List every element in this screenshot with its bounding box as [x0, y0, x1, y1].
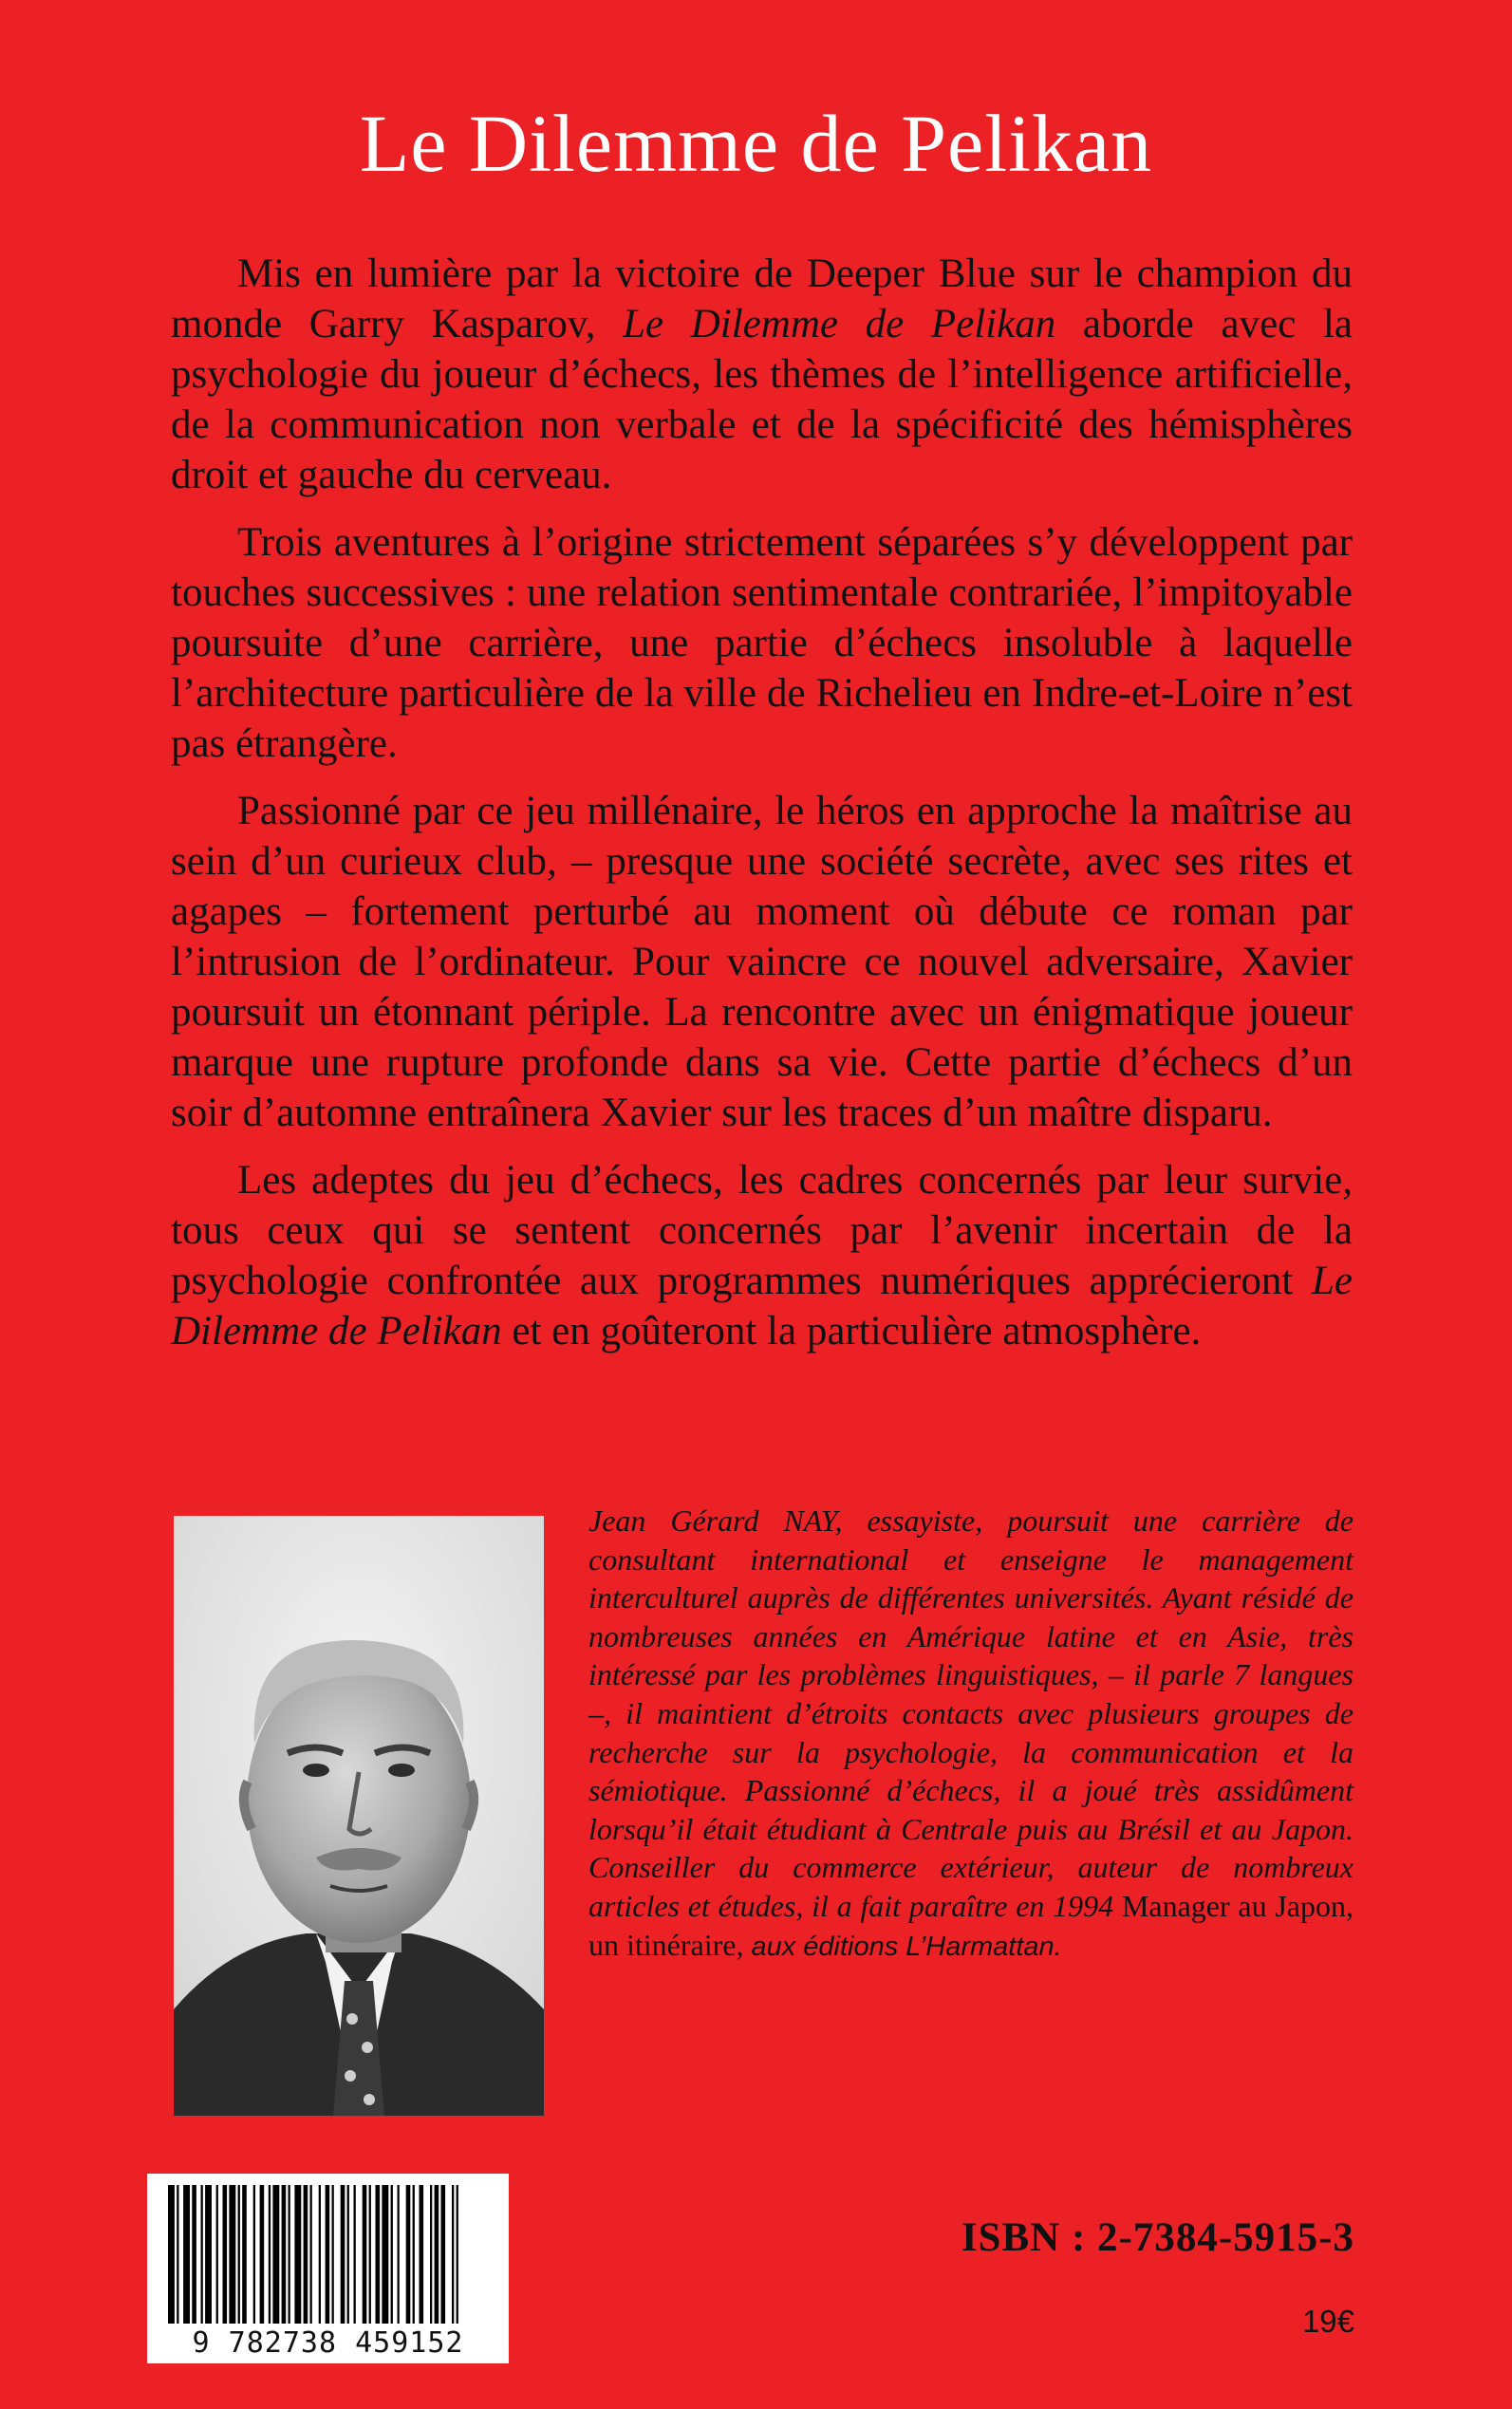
barcode-bar: [435, 2185, 439, 2324]
barcode-bar: [310, 2185, 312, 2324]
synopsis-paragraph-2: Trois aventures à l’origine strictement séparées s’y développent par touches successives : une relation sentimentale contrariée, l’impitoyable poursuite d’une carrière, une partie d’échecs insoluble à laquelle l’architecture particulière de la ville de Richelieu en Indre-et-Loire n’est pas étrangère.: [171, 520, 1353, 766]
barcode-digits: 9 782738 459152: [192, 2326, 464, 2360]
synopsis-paragraph-1: [171, 249, 1353, 500]
barcode-bar: [177, 2185, 178, 2324]
author-portrait-icon: [174, 1516, 544, 2116]
barcode-bar: [260, 2185, 265, 2324]
barcode-bar: [253, 2185, 255, 2324]
book-title: Le Dilemme de Pelikan: [359, 98, 1153, 189]
barcode-bar: [354, 2185, 356, 2324]
author-bio-text-end: aux éditions L’Harmattan.: [751, 1931, 1062, 1962]
barcode-bars: [147, 2174, 509, 2325]
barcode-bar: [341, 2185, 345, 2324]
barcode-bar: [413, 2185, 415, 2324]
previous-book-title: Manager au Japon: [1121, 1888, 1347, 1923]
barcode-bar: [223, 2185, 228, 2324]
barcode-bar: [242, 2185, 247, 2324]
barcode-bar: [229, 2185, 235, 2324]
barcode-bar: [238, 2185, 240, 2324]
price: 19€: [1301, 2304, 1354, 2339]
barcode-bar: [452, 2185, 454, 2324]
synopsis-p4-text-end: et en goûteront la particulière atmosphère.: [501, 1309, 1202, 1354]
synopsis-p4-text: Les adeptes du jeu d’échecs, les cadres concernés par leur survie, tous ceux qui se sentent concernés par l’avenir incertain de la psychologie confrontée aux programmes numériques apprécieront: [171, 1158, 1353, 1303]
barcode-bar: [430, 2185, 432, 2324]
barcode-bar: [420, 2185, 424, 2324]
author-bio-text-mid: , un itinéraire,: [588, 1888, 1354, 1962]
barcode-bar: [168, 2185, 175, 2324]
synopsis-paragraph-3: Passionné par ce jeu millénaire, le héros en approche la maîtrise au sein d’un curieux club, – presque une société secrète, avec ses rites et agapes – fortement perturbé au moment où débute ce roman par l’intrusion de l’ordinateur. Pour vaincre ce nouvel adversaire, Xavier poursuit un étonnant périple. La rencontre avec un énigmatique joueur marque une rupture profonde dans sa vie. Cette partie d’échecs d’un soir d’automne entraînera Xavier sur les traces d’un maître disparu.: [171, 789, 1353, 1135]
author-photo: [174, 1516, 544, 2116]
barcode-bar: [282, 2185, 287, 2324]
synopsis: [171, 249, 1353, 1356]
barcode-bar: [391, 2185, 393, 2324]
book-title-inline-2: Le Dilemme de Pelikan: [171, 1259, 1353, 1354]
barcode-bar: [294, 2185, 301, 2324]
barcode-bar: [406, 2185, 411, 2324]
author-bio-text: Jean Gérard NAY, essayiste, poursuit une carrière de consultant international et enseigne le management interculturel auprès de différentes universités. Ayant résidé de nombreuses années en Amérique latine et en Asie, très intéressé par les problèmes linguistiques, – il parle 7 langues –, il maintient d’étroits contacts avec plusieurs groupes de recherche sur la psychologie, la communication et la sémiotique. Passionné d’échecs, il a joué très assidûment lorsqu’il était étudiant à Centrale puis au Brésil et au Japon. Conseiller du commerce extérieur, auteur de nombreux articles et études, il a fait paraître en 1994: [588, 1503, 1353, 1923]
barcode-bar: [319, 2185, 321, 2324]
barcode-bar: [304, 2185, 308, 2324]
barcode-bar: [269, 2185, 271, 2324]
barcode-bar: [457, 2185, 458, 2324]
barcode-bar: [332, 2185, 334, 2324]
barcode-bar: [192, 2185, 196, 2324]
isbn: ISBN : 2-7384-5915-3: [961, 2215, 1354, 2260]
barcode-bar: [272, 2185, 279, 2324]
synopsis-p1-text: Mis en lumière par la victoire de Deeper Blue sur le champion du monde Garry Kasparov,: [171, 252, 1353, 346]
book-title-inline: Le Dilemme de Pelikan: [623, 302, 1056, 346]
barcode-bar: [382, 2185, 388, 2324]
barcode: [147, 2174, 509, 2363]
barcode-bar: [376, 2185, 381, 2324]
barcode-bar: [369, 2185, 371, 2324]
author-bio: [588, 1502, 1353, 1966]
author-bio-paragraph: [588, 1502, 1353, 1966]
barcode-bar: [205, 2185, 212, 2324]
synopsis-paragraph-4: [171, 1155, 1353, 1356]
barcode-bar: [363, 2185, 367, 2324]
barcode-bar: [216, 2185, 218, 2324]
synopsis-p1-text-end: aborde avec la psychologie du joueur d’échecs, les thèmes de l’intelligence artificielle, de la communication non verbale et de la spécificité des hémisphères droit et gauche du cerveau.: [171, 302, 1353, 497]
barcode-bar: [398, 2185, 400, 2324]
barcode-bar: [201, 2185, 203, 2324]
barcode-bar: [326, 2185, 330, 2324]
barcode-bar: [441, 2185, 446, 2324]
barcode-bar: [183, 2185, 190, 2324]
barcode-bar: [289, 2185, 290, 2324]
barcode-bar: [347, 2185, 349, 2324]
